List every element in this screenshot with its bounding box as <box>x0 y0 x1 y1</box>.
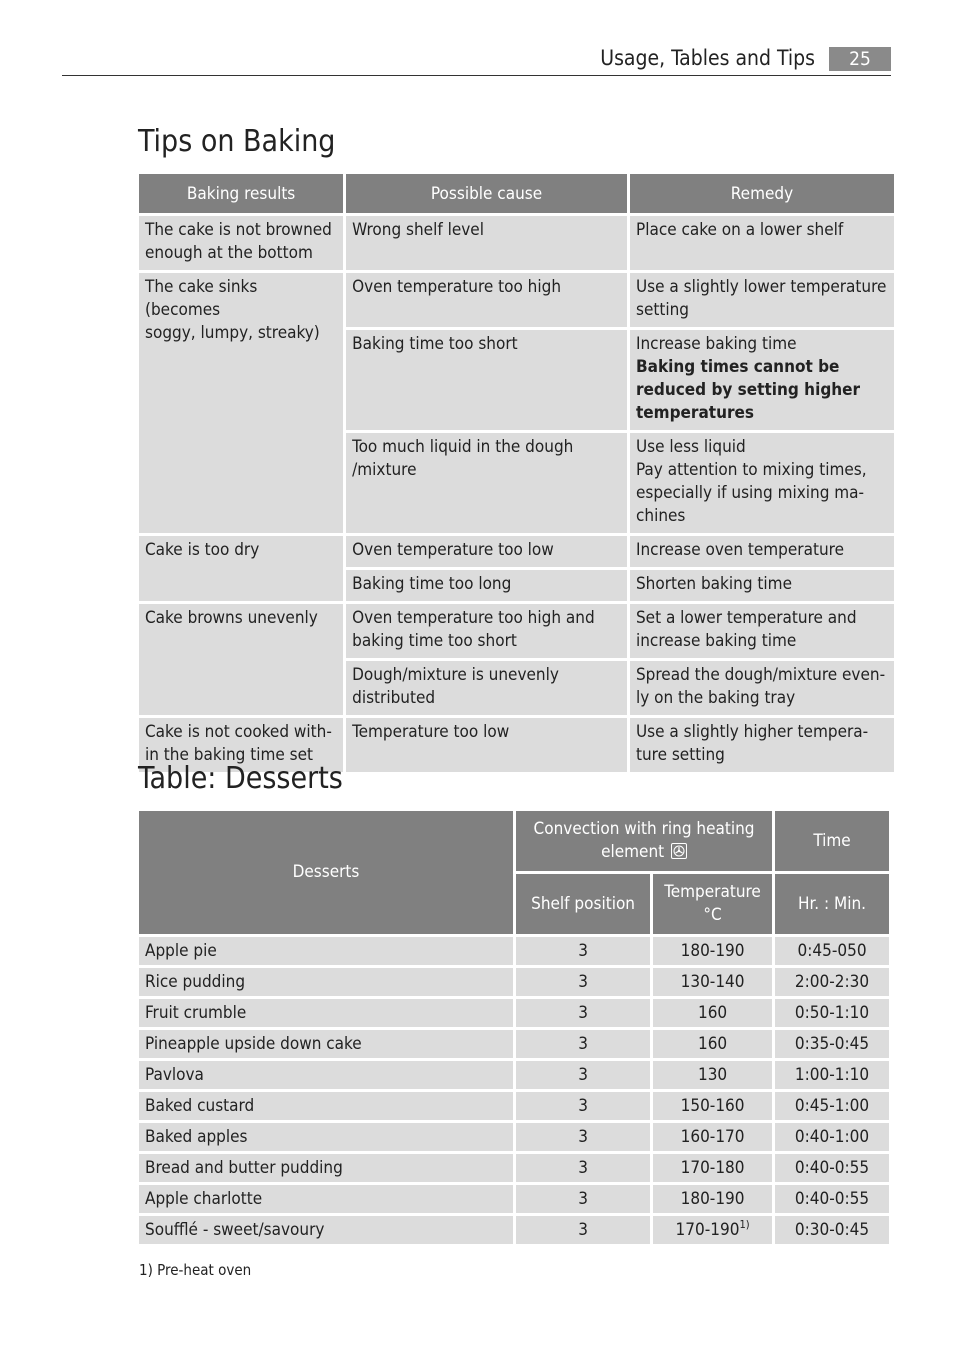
convection-element-text: element <box>601 842 665 862</box>
temperature-cell <box>653 1216 772 1244</box>
temperature: 180-190 <box>653 937 772 965</box>
shelf-position: 3 <box>516 1030 650 1058</box>
remedy-text: especially if using mixing ma- <box>635 483 865 503</box>
cause-cell <box>346 536 627 567</box>
remedy-text: increase baking time <box>635 631 797 651</box>
table-row <box>139 1123 889 1151</box>
cause-text: Too much liquid in the dough <box>352 437 574 457</box>
cause-text: baking time too short <box>352 631 517 651</box>
remedy-text: Set a lower temperature and <box>635 608 857 628</box>
tips-title: Tips on Baking <box>138 124 336 159</box>
shelf-position: 3 <box>516 1061 650 1089</box>
footnote-ref: 1) <box>739 1218 750 1231</box>
temperature: 130 <box>653 1061 772 1089</box>
table-row <box>139 536 894 567</box>
result-cell <box>139 216 343 270</box>
remedy-cell <box>630 604 894 658</box>
time: 0:45-1:00 <box>775 1092 889 1120</box>
table-row <box>139 937 889 965</box>
remedy-text: Pay attention to mixing times, <box>635 460 867 480</box>
remedy-text: Place cake on a lower shelf <box>635 220 844 240</box>
result-text: Cake browns unevenly <box>145 608 318 628</box>
dessert-name: Pavlova <box>139 1061 513 1089</box>
result-text: Cake is too dry <box>145 540 260 560</box>
result-text: in the baking time set <box>145 745 313 765</box>
remedy-cell <box>630 536 894 567</box>
desserts-table <box>136 808 892 1247</box>
result-text: soggy, lumpy, streaky) <box>145 323 320 343</box>
temperature: 160 <box>653 1030 772 1058</box>
cause-cell <box>346 718 627 772</box>
dessert-name: Bread and butter pudding <box>139 1154 513 1182</box>
table-row <box>139 968 889 996</box>
remedy-text: Increase baking time <box>635 334 797 354</box>
tips-header-row <box>139 174 894 213</box>
col-header-time-unit: Hr. : Min. <box>775 874 889 934</box>
temperature: 130-140 <box>653 968 772 996</box>
dessert-name: Apple pie <box>139 937 513 965</box>
result-text: The cake is not browned <box>145 220 332 240</box>
shelf-position: 3 <box>516 1092 650 1120</box>
time: 0:35-0:45 <box>775 1030 889 1058</box>
cause-text: Dough/mixture is unevenly <box>352 665 559 685</box>
shelf-position: 3 <box>516 1185 650 1213</box>
col-header-desserts: Desserts <box>139 811 513 934</box>
dessert-name: Fruit crumble <box>139 999 513 1027</box>
col-header-remedy: Remedy <box>630 174 894 213</box>
cause-text: Oven temperature too high <box>352 277 562 297</box>
shelf-position: 3 <box>516 1123 650 1151</box>
cause-cell <box>346 216 627 270</box>
time: 0:40-1:00 <box>775 1123 889 1151</box>
shelf-position: 3 <box>516 999 650 1027</box>
remedy-text: Spread the dough/mixture even- <box>635 665 886 685</box>
temperature-label: Temperature <box>664 882 761 902</box>
dessert-name: Apple charlotte <box>139 1185 513 1213</box>
temperature-unit: °C <box>703 905 722 925</box>
temperature: 180-190 <box>653 1185 772 1213</box>
remedy-cell <box>630 570 894 601</box>
cause-cell <box>346 330 627 430</box>
result-text: The cake sinks (becomes <box>145 277 258 320</box>
remedy-cell <box>630 330 894 430</box>
cause-text: /mixture <box>352 460 417 480</box>
table-row <box>139 1185 889 1213</box>
cause-text: Oven temperature too low <box>352 540 554 560</box>
table-row <box>139 604 894 658</box>
footnote: 1) Pre-heat oven <box>139 1261 252 1279</box>
tips-table <box>136 171 897 775</box>
cause-cell <box>346 661 627 715</box>
remedy-cell <box>630 216 894 270</box>
result-text: Cake is not cooked with- <box>145 722 332 742</box>
col-header-time: Time <box>775 811 889 871</box>
cause-cell <box>346 273 627 327</box>
dessert-name: Pineapple upside down cake <box>139 1030 513 1058</box>
desserts-title: Table: Desserts <box>138 761 343 796</box>
remedy-cell <box>630 661 894 715</box>
cause-text: Baking time too long <box>352 574 512 594</box>
cause-text: Wrong shelf level <box>352 220 484 240</box>
cause-text: Temperature too low <box>352 722 510 742</box>
table-row <box>139 999 889 1027</box>
remedy-text: Shorten baking time <box>635 574 792 594</box>
dessert-name: Baked apples <box>139 1123 513 1151</box>
page-number: 25 <box>829 47 891 71</box>
remedy-text: Use less liquid <box>635 437 746 457</box>
remedy-cell <box>630 433 894 533</box>
cause-cell <box>346 433 627 533</box>
cause-cell <box>346 570 627 601</box>
remedy-warning: reduced by setting higher <box>635 380 861 400</box>
shelf-position: 3 <box>516 1154 650 1182</box>
col-header-shelf: Shelf position <box>516 874 650 934</box>
remedy-cell <box>630 718 894 772</box>
dessert-name: Rice pudding <box>139 968 513 996</box>
table-row <box>139 1061 889 1089</box>
time: 0:40-0:55 <box>775 1185 889 1213</box>
table-row <box>139 1216 889 1244</box>
cause-text: Baking time too short <box>352 334 518 354</box>
remedy-text: Increase oven temperature <box>635 540 844 560</box>
table-row <box>139 1030 889 1058</box>
temperature: 160 <box>653 999 772 1027</box>
temperature: 170-190 <box>675 1220 740 1240</box>
dessert-name: Soufflé - sweet/savoury <box>139 1216 513 1244</box>
remedy-text: Use a slightly lower temperature <box>635 277 887 297</box>
remedy-text: chines <box>635 506 686 526</box>
ring-heating-fan-icon <box>671 843 687 859</box>
shelf-position: 3 <box>516 1216 650 1244</box>
page-header <box>62 44 891 76</box>
cause-cell <box>346 604 627 658</box>
result-text: enough at the bottom <box>145 243 313 263</box>
temperature: 150-160 <box>653 1092 772 1120</box>
table-row <box>139 1154 889 1182</box>
remedy-text: setting <box>635 300 689 320</box>
remedy-text: ly on the baking tray <box>635 688 796 708</box>
time: 0:50-1:10 <box>775 999 889 1027</box>
col-header-temperature <box>653 874 772 934</box>
cause-text: Oven temperature too high and <box>352 608 595 628</box>
time: 2:00-2:30 <box>775 968 889 996</box>
col-header-convection <box>516 811 772 871</box>
dessert-name: Baked custard <box>139 1092 513 1120</box>
convection-label-line2 <box>516 841 772 864</box>
shelf-position: 3 <box>516 968 650 996</box>
section-title: Usage, Tables and Tips <box>600 46 815 70</box>
temperature: 170-180 <box>653 1154 772 1182</box>
time: 0:40-0:55 <box>775 1154 889 1182</box>
time: 1:00-1:10 <box>775 1061 889 1089</box>
remedy-warning: Baking times cannot be <box>635 357 840 377</box>
result-cell <box>139 604 343 715</box>
remedy-text: Use a slightly higher tempera- <box>635 722 869 742</box>
shelf-position: 3 <box>516 937 650 965</box>
convection-label: Convection with ring heating <box>533 819 755 839</box>
result-cell <box>139 273 343 533</box>
result-cell <box>139 536 343 601</box>
time: 0:45-050 <box>775 937 889 965</box>
remedy-text: ture setting <box>635 745 725 765</box>
time: 0:30-0:45 <box>775 1216 889 1244</box>
col-header-cause: Possible cause <box>346 174 627 213</box>
table-row <box>139 273 894 327</box>
remedy-cell <box>630 273 894 327</box>
table-row <box>139 1092 889 1120</box>
desserts-header-row <box>139 811 889 871</box>
cause-text: distributed <box>352 688 436 708</box>
col-header-results: Baking results <box>139 174 343 213</box>
table-row <box>139 216 894 270</box>
temperature: 160-170 <box>653 1123 772 1151</box>
remedy-warning: temperatures <box>635 403 755 423</box>
